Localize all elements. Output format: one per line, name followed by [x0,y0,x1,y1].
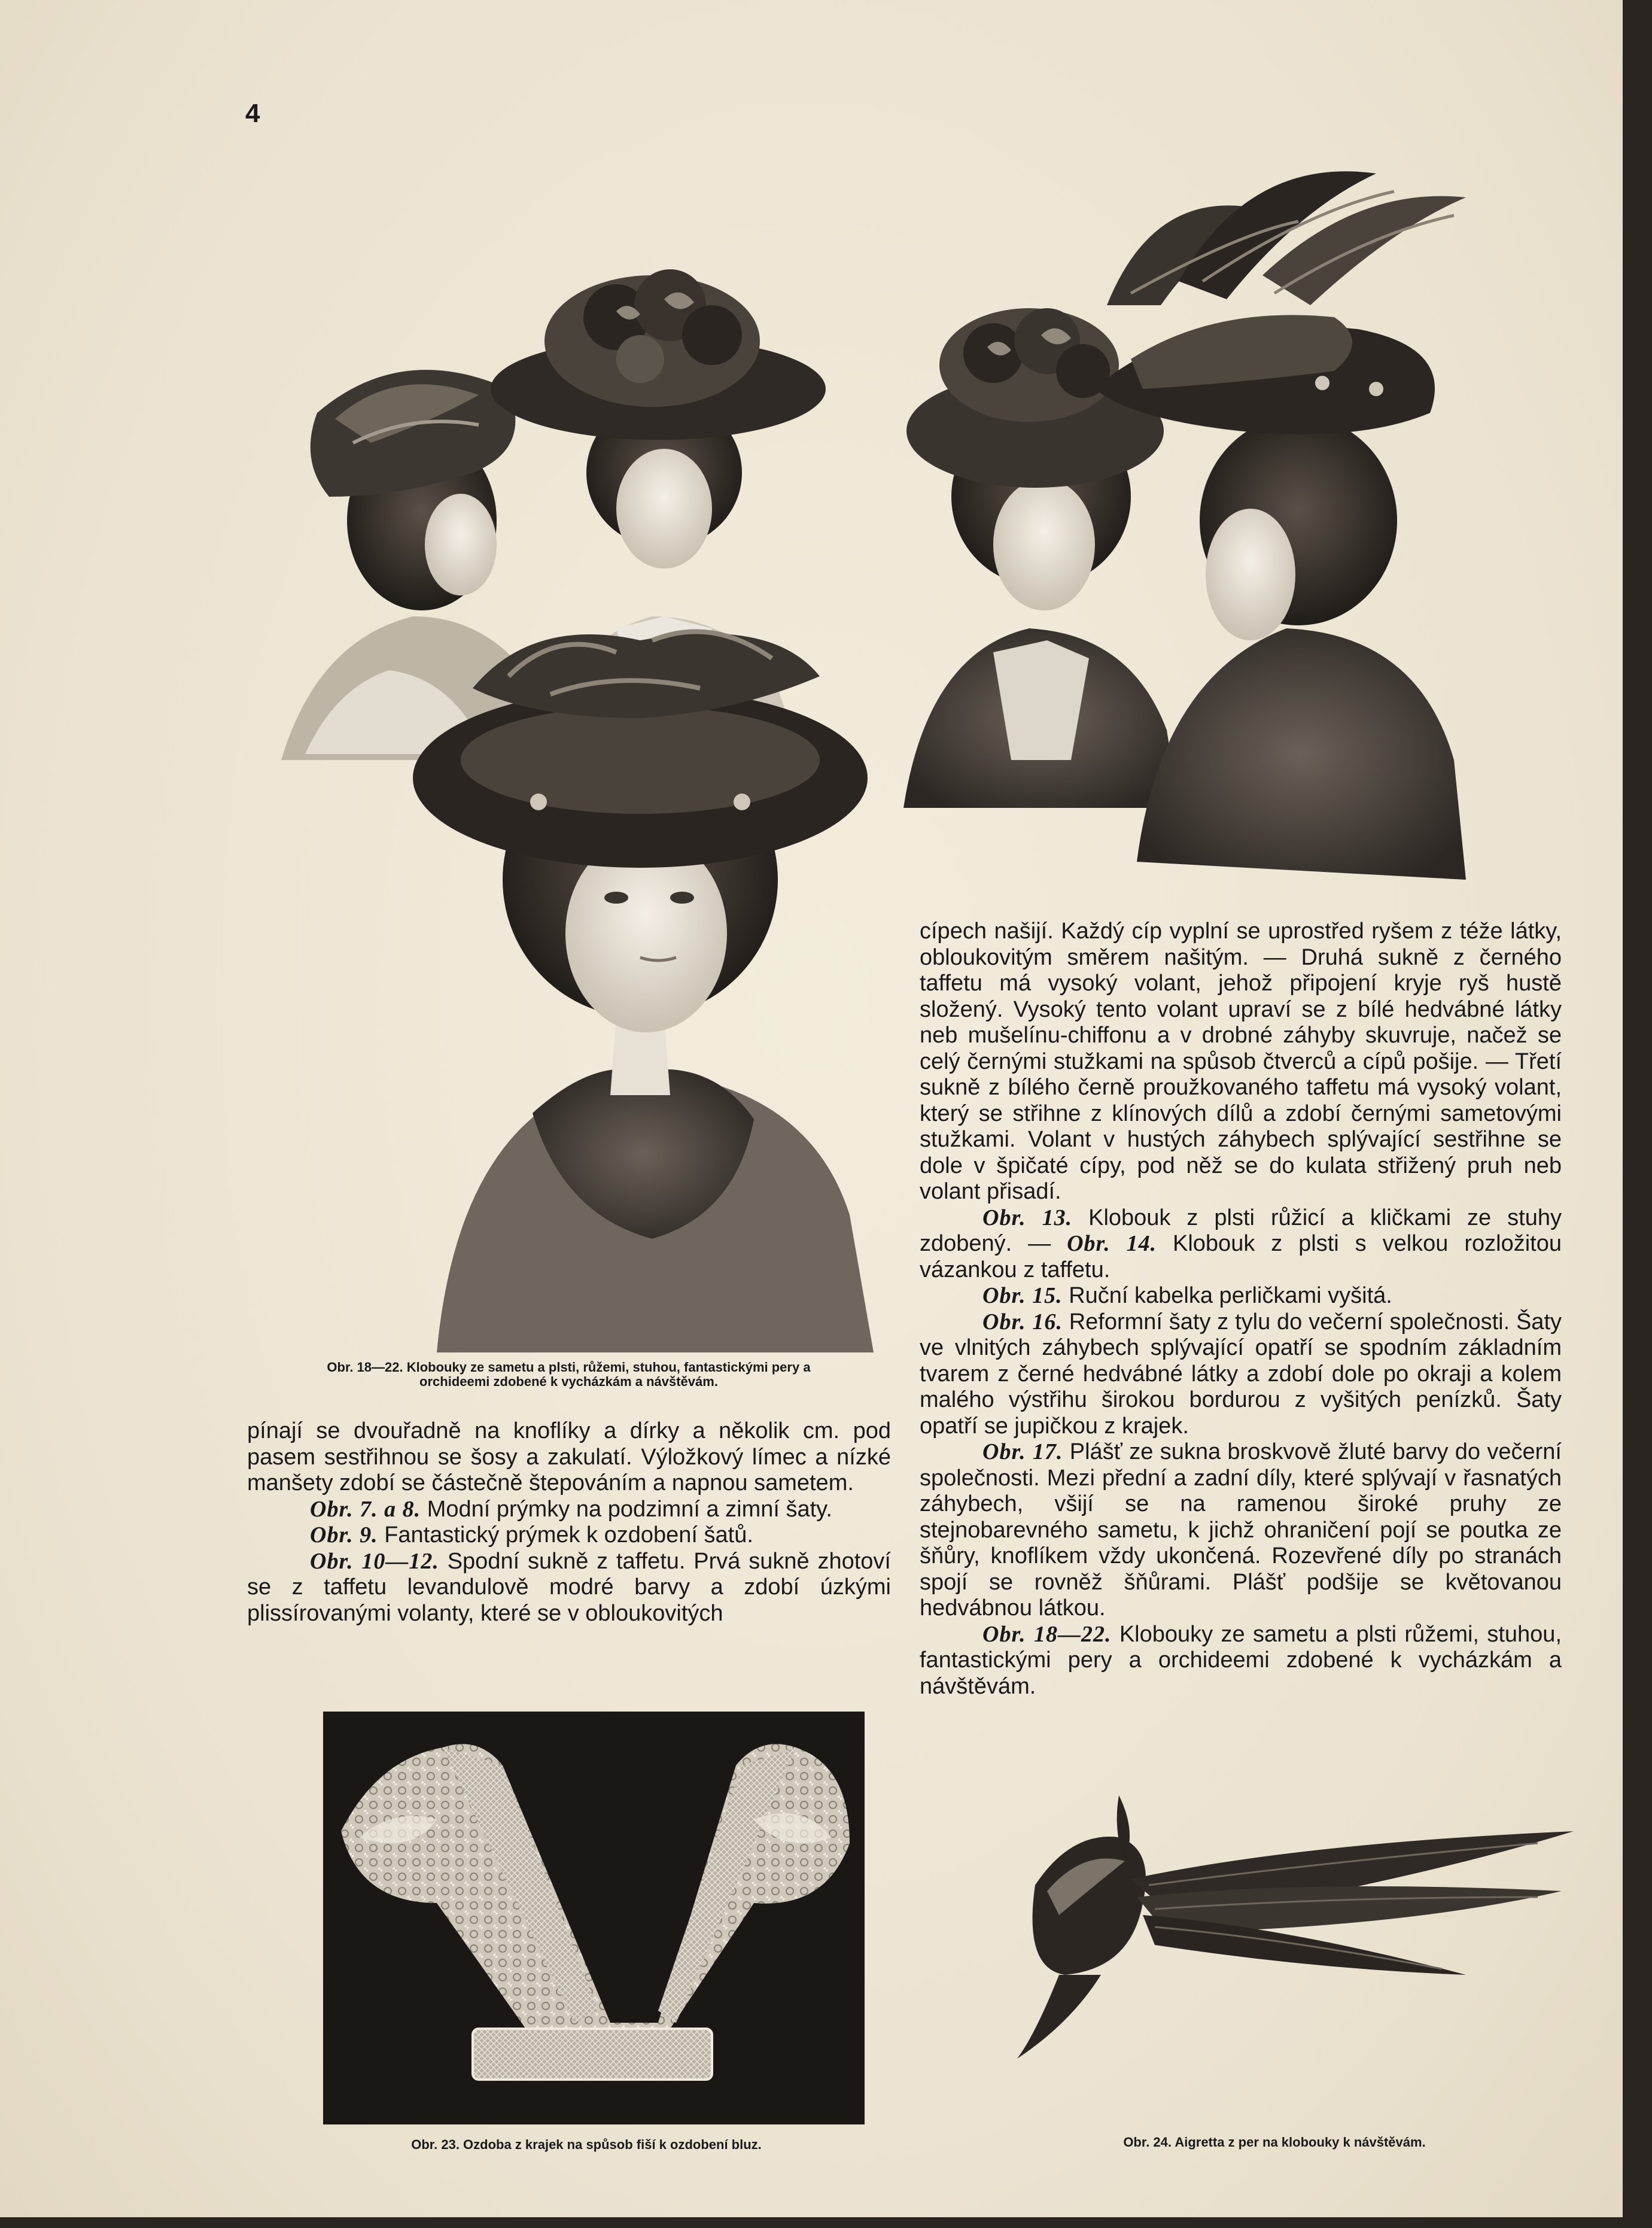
illustration-feather-aigrette [999,1795,1586,2065]
page-number: 4 [245,99,260,128]
figure-ref: Obr. 17. [982,1439,1063,1464]
figure-ref: Obr. 13. [982,1205,1073,1230]
figure-hat-5 [413,631,874,1352]
figure-ref: Obr. 15. [982,1283,1063,1308]
paragraph-text: Klobouk z plsti růžicí a kličkami ze stuhy zdobený. — [920,1205,1562,1256]
paragraph [920,1309,1562,1440]
paragraph: pínají se dvouřadně na knoflíky a dírky a několik cm. pod pasem sestřihnou se šosy a zakulatí. Výložkový límec a nízké manšety zdobí se částečně štepováním a napnou sametem. [247,1418,891,1496]
paragraph-text: Ruční kabelka perličkami vyšitá. [1062,1283,1392,1308]
figure-caption-23: Obr. 23. Ozdoba z krajek na spůsob fiší k ozdobení bluz. [411,2137,762,2152]
scan-edge-bottom [0,2217,1652,2228]
figure-ref: Obr. 10—12. [310,1548,439,1574]
paragraph-text: Klobouk z plsti s velkou rozložitou vázankou z taffetu. [920,1231,1562,1282]
paragraph: cípech našijí. Každý cíp vyplní se uprostřed ryšem z téže látky, obloukovitým směrem našitým. — Druhá sukně z černého taffetu má vysoký volant, jehož připojení kryje ryš hustě složený. Vysoký tento volant upraví se z bílé hedvábné látky neb mušelínu-chiffonu a v drobné záhyby skuvruje, načež se celý černými stužkami na spůsob čtverců a cípů pošije. — Třetí sukně z bílého černě proužkovaného taffetu má vysoký volant, který se střihne z klínových dílů a zdobí černými sametovými stužkami. Volant v hustých záhybech splývající sestřihne se dole v špičaté cípy, pod něž se do kulata střižený pruh neb volant přisadí. [920,919,1562,1204]
figure-ref: Obr. 16. [982,1309,1063,1335]
paragraph [247,1497,891,1523]
figure-ref: Obr. 18—22. [982,1621,1112,1647]
illustration-lace-jabot [323,1712,865,2124]
figure-ref: Obr. 7. a 8. [310,1496,421,1522]
paragraph-text: Reformní šaty z tylu do večerní společnosti. Šaty ve vlnitých záhybech splývající opatří se spodním základním tvarem z černé hedvábné látky a zdobí dole po okraji a kolem malého výstřihu širokou bordurou z vyšitých penízků. Šaty opatří se jupičkou z krajek. [920,1309,1562,1439]
figure-ref: Obr. 9. [310,1522,378,1548]
paragraph [247,1522,891,1549]
paragraph-text: Plášť ze sukna broskvově žluté barvy do večerní společnosti. Mezi přední a zadní díly, které splývají v řasnatých záhybech, všijí se na ramenou široké pruhy ze stejnobarevného sametu, k jichž ohraničení pojí se poutka ze šňůry, knoflíkem vždy ukončená. Rozevřené díly po stranách spojí se rovněž šňůrami. Plášť podšije se květovanou hedvábnou látkou. [920,1439,1562,1621]
left-column-text [247,1418,891,1627]
paragraph-text: Fantastický prýmek k ozdobení šatů. [378,1522,753,1548]
figure-ref: Obr. 14. [1067,1231,1157,1256]
paragraph [920,1439,1562,1622]
scan-edge-right [1623,0,1652,2228]
caption-line: Obr. 18—22. Klobouky ze sametu a plsti, růžemi, stuhou, fantastickými pery a [327,1360,811,1375]
paragraph [247,1549,891,1627]
paragraph-text: Spodní sukně z taffetu. Prvá sukně zhotoví se z taffetu levandulově modré barvy a zdobí úzkými plissírovanými volanty, které se v obloukovitých [247,1548,891,1626]
paragraph-text: Klobouky ze sametu a plsti růžemi, stuhou, fantastickými pery a orchideemi zdobené k vycházkám a návštěvám. [920,1621,1562,1699]
paragraph [920,1205,1562,1284]
figure-caption-hats [247,1360,890,1389]
right-column-text [920,919,1562,1700]
caption-line: orchideemi zdobené k vycházkám a návštěvám. [419,1374,718,1389]
paragraph-text: Modní prýmky na podzimní a zimní šaty. [421,1496,832,1522]
paragraph [920,1283,1562,1309]
paragraph [920,1622,1562,1700]
figure-caption-24: Obr. 24. Aigretta z per na klobouky k návštěvám. [1123,2135,1426,2150]
